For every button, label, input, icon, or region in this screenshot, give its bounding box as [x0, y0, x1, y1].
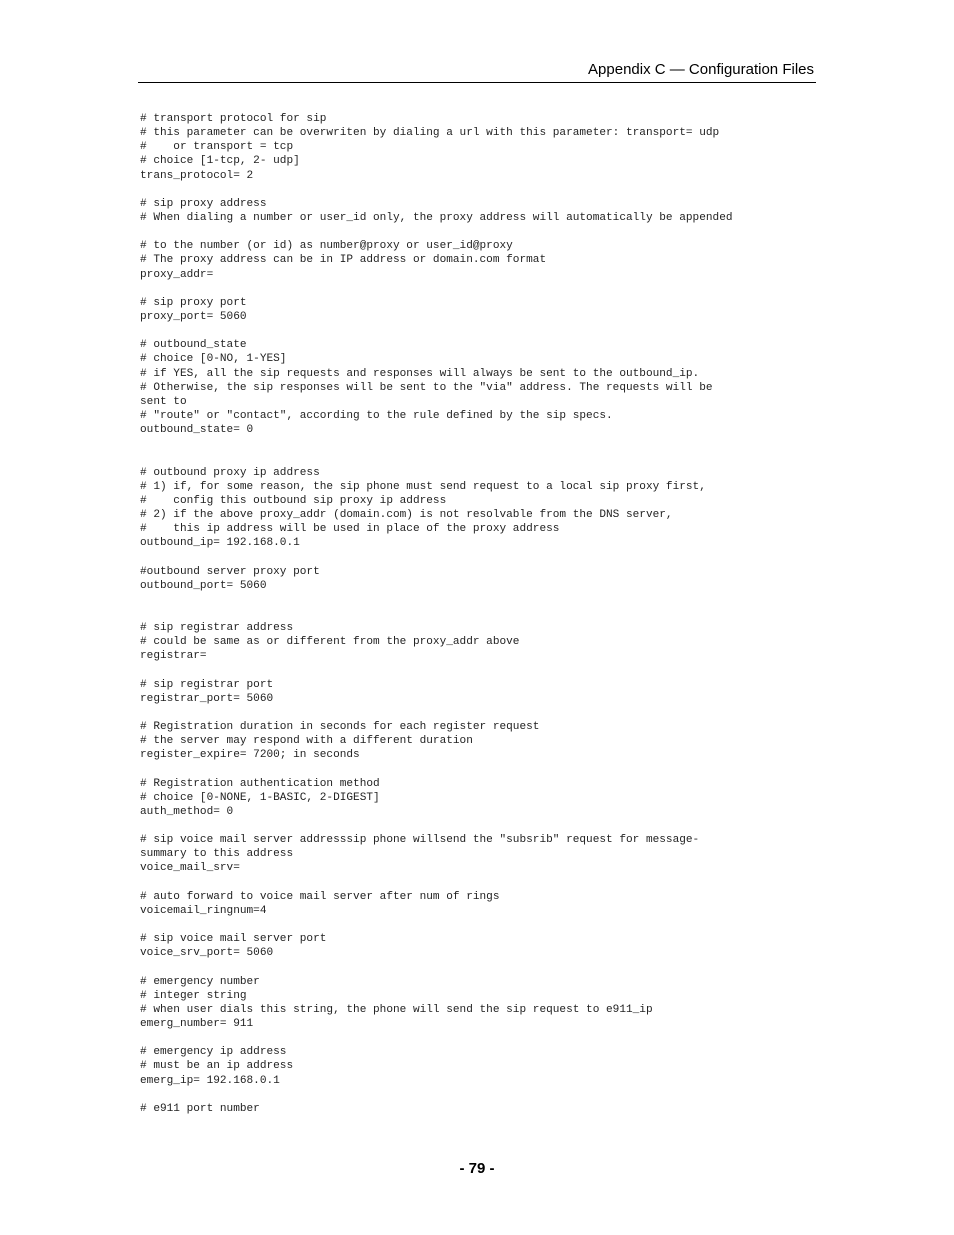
setting-line: register_expire= 7200; in seconds	[140, 749, 360, 762]
comment-line: # Registration authentication method	[140, 777, 380, 790]
blank-line	[140, 1031, 820, 1045]
page-number: - 79 -	[459, 1160, 495, 1177]
comment-line: # The proxy address can be in IP address or domain.com format	[140, 254, 547, 267]
comment-line: # sip proxy port	[140, 296, 247, 309]
comment-line: # outbound proxy ip address	[140, 466, 320, 479]
setting-line: outbound_state= 0	[140, 424, 254, 437]
comment-line: # to the number (or id) as number@proxy or user_id@proxy	[140, 240, 513, 253]
header-title: Appendix C — Configuration Files	[588, 61, 814, 78]
comment-line: # sip voice mail server port	[140, 933, 327, 946]
blank-line	[140, 593, 820, 607]
comment-line: # choice [1-tcp, 2- udp]	[140, 155, 300, 168]
comment-line: # Registration duration in seconds for each register request	[140, 721, 540, 734]
blank-line	[140, 663, 820, 677]
blank-line	[140, 1088, 820, 1102]
blank-line	[140, 762, 820, 776]
comment-line: # choice [0-NO, 1-YES]	[140, 353, 287, 366]
comment-line: # the server may respond with a different duration	[140, 735, 473, 748]
setting-line: auth_method= 0	[140, 805, 234, 818]
comment-line: # sip registrar address	[140, 622, 294, 635]
setting-line: emerg_number= 911	[140, 1018, 254, 1030]
setting-line: voicemail_ringnum=4	[140, 904, 267, 917]
blank-line	[140, 183, 820, 197]
setting-line: outbound_ip= 192.168.0.1	[140, 537, 300, 550]
comment-line: # choice [0-NONE, 1-BASIC, 2-DIGEST]	[140, 791, 380, 804]
blank-line	[140, 819, 820, 833]
comment-line: # when user dials this string, the phone will send the sip request to e911_ip	[140, 1003, 653, 1016]
comment-line: # must be an ip address	[140, 1060, 294, 1073]
comment-line: # outbound_state	[140, 339, 247, 352]
comment-line: # emergency ip address	[140, 1046, 287, 1059]
comment-line: # config this outbound sip proxy ip address	[140, 494, 447, 507]
comment-line: # e911 port number	[140, 1102, 260, 1115]
setting-line: summary to this address	[140, 848, 294, 861]
blank-line	[140, 282, 820, 296]
config-file-listing	[140, 112, 820, 1116]
setting-line: emerg_ip= 192.168.0.1	[140, 1074, 280, 1087]
comment-line: # Otherwise, the sip responses will be sent to the "via" address. The requests will be	[140, 381, 713, 394]
comment-line: # if YES, all the sip requests and responses will always be sent to the outbound_ip.	[140, 367, 700, 380]
setting-line: registrar_port= 5060	[140, 692, 274, 705]
comment-line: # could be same as or different from the proxy_addr above	[140, 636, 520, 649]
comment-line: # When dialing a number or user_id only, the proxy address will automatically be appended	[140, 211, 733, 224]
comment-line: # or transport = tcp	[140, 141, 294, 154]
blank-line	[140, 324, 820, 338]
comment-line: # integer string	[140, 989, 247, 1002]
comment-line: # auto forward to voice mail server after num of rings	[140, 890, 500, 903]
comment-line: # sip proxy address	[140, 197, 267, 210]
setting-line: proxy_port= 5060	[140, 310, 247, 323]
comment-line: # "route" or "contact", according to the rule defined by the sip specs.	[140, 409, 613, 422]
setting-line: proxy_addr=	[140, 268, 214, 281]
comment-line: # sip registrar port	[140, 678, 274, 691]
blank-line	[140, 225, 820, 239]
comment-line: # sip voice mail server addresssip phone willsend the "subsrib" request for message-	[140, 834, 700, 847]
blank-line	[140, 451, 820, 465]
comment-line: #outbound server proxy port	[140, 565, 320, 578]
comment-line: # this ip address will be used in place of the proxy address	[140, 523, 560, 536]
blank-line	[140, 960, 820, 974]
comment-line: # emergency number	[140, 975, 260, 988]
setting-line: trans_protocol= 2	[140, 169, 254, 182]
blank-line	[140, 706, 820, 720]
setting-line: registrar=	[140, 650, 207, 663]
setting-line: voice_mail_srv=	[140, 862, 240, 875]
blank-line	[140, 437, 820, 451]
setting-line: voice_srv_port= 5060	[140, 947, 274, 960]
setting-line: outbound_port= 5060	[140, 579, 267, 592]
comment-line: # 2) if the above proxy_addr (domain.com) is not resolvable from the DNS server,	[140, 508, 673, 521]
page-header	[138, 60, 816, 83]
blank-line	[140, 918, 820, 932]
comment-line: # 1) if, for some reason, the sip phone must send request to a local sip proxy first,	[140, 480, 706, 493]
blank-line	[140, 876, 820, 890]
setting-line: sent to	[140, 395, 187, 408]
comment-line: # this parameter can be overwriten by dialing a url with this parameter: transport= udp	[140, 127, 720, 140]
blank-line	[140, 550, 820, 564]
comment-line: # transport protocol for sip	[140, 113, 327, 125]
blank-line	[140, 607, 820, 621]
